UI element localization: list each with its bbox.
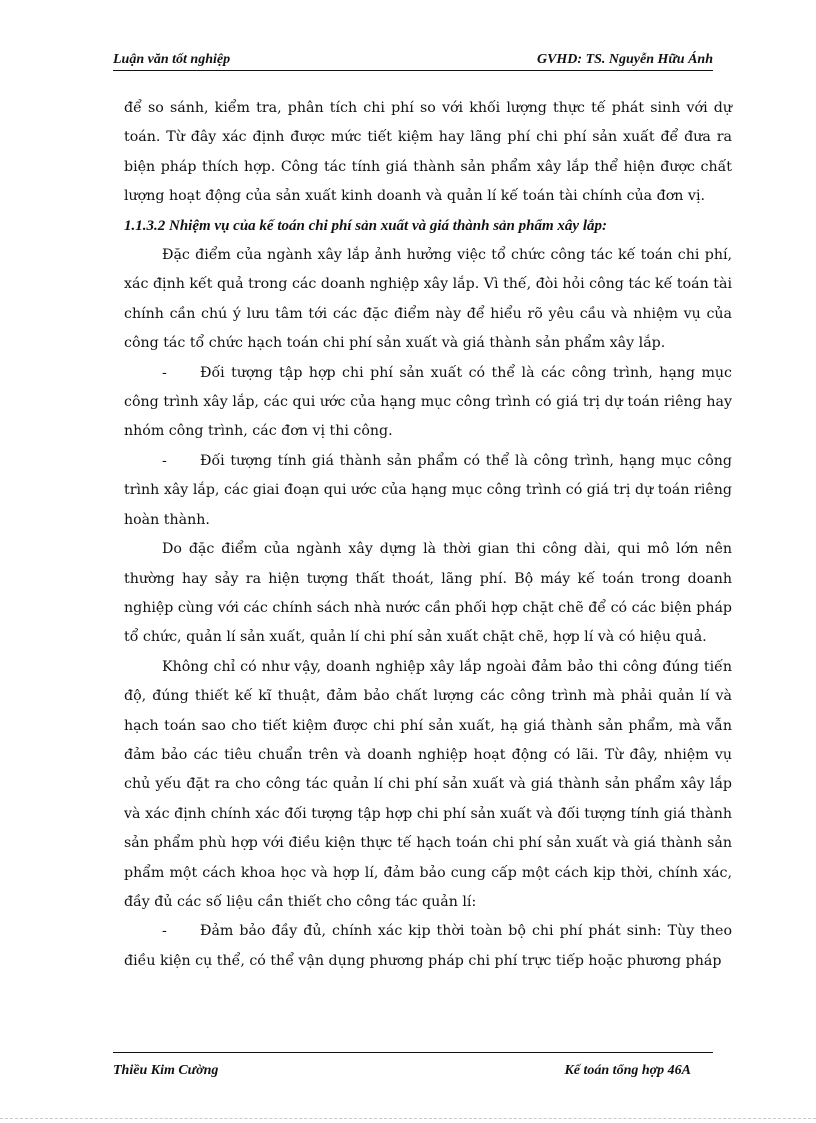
header-thesis-label: Luận văn tốt nghiệp — [113, 52, 231, 67]
paragraph-2: Do đặc điểm của ngành xây dựng là thời gian thi công dài, qui mô lớn nên thường hay sảy ra hiện tượng thất thoát, lãng phí. Bộ máy kế toán trong doanh nghiệp cùng với các chính sách nhà nước cần phối hợp chặt chẽ để có các biện pháp tổ chức, quản lí sản xuất, quản lí chi phí sản xuất chặt chẽ, hợp lí và có hiệu quả. — [124, 541, 732, 646]
header-advisor: GVHD: TS. Nguyễn Hữu Ánh — [536, 52, 713, 67]
section-heading: 1.1.3.2 Nhiệm vụ của kế toán chi phí sản xuất và giá thành sản phẩm xây lắp: — [124, 217, 607, 234]
page-footer — [113, 1059, 713, 1079]
paragraph-3: Không chỉ có như vậy, doanh nghiệp xây lắp ngoài đảm bảo thi công đúng tiến độ, đúng thiết kế kĩ thuật, đảm bảo chất lượng các công trình mà phải quản lí và hạch toán sao cho tiết kiệm được chi phí sản xuất, hạ giá thành sản phẩm, mà vẫn đảm bảo các tiêu chuẩn trên và doanh nghiệp hoạt động có lãi. Từ đây, nhiệm vụ chủ yếu đặt ra cho công tác quản lí chi phí sản xuất và giá thành sản phẩm xây lắp và xác định chính xác đối tượng tập hợp chi phí sản xuất và đối tượng tính giá thành sản phẩm phù hợp với điều kiện thực tế hạch toán chi phí sản xuất và giá thành sản phẩm một cách khoa học và hợp lí, đảm bảo cung cấp một cách kịp thời, chính xác, đầy đủ các số liệu cần thiết cho công tác quản lí: — [124, 658, 732, 910]
bullet-item-1 — [124, 359, 732, 447]
page-edge — [0, 1118, 816, 1119]
footer-author: Thiều Kim Cường — [113, 1063, 219, 1078]
bullet-item-3 — [124, 917, 732, 976]
document-body — [124, 94, 732, 976]
bullet-text-1: Đối tượng tập hợp chi phí sản xuất có thể là các công trình, hạng mục công trình xây lắp, các qui ước của hạng mục công trình có giá trị dự toán riêng hay nhóm công trình, các đơn vị thi công. — [124, 364, 732, 440]
bullet-dash: - — [162, 452, 167, 469]
paragraph-continued: để so sánh, kiểm tra, phân tích chi phí so với khối lượng thực tế phát sinh với dự toán. Từ đây xác định được mức tiết kiệm hay lãng phí chi phí sản xuất để đưa ra biện pháp thích hợp. Công tác tính giá thành sản phẩm xây lắp thể hiện được chất lượng hoạt động của sản xuất kinh doanh và quản lí kế toán tài chính của đơn vị. — [124, 100, 732, 205]
bullet-text-2: Đối tượng tính giá thành sản phẩm có thể là công trình, hạng mục công trình xây lắp, các giai đoạn qui ước của hạng mục công trình có giá trị dự toán riêng hoàn thành. — [124, 452, 732, 528]
page-header — [113, 48, 713, 68]
bullet-text-3: Đảm bảo đầy đủ, chính xác kịp thời toàn bộ chi phí phát sinh: Tùy theo điều kiện cụ thể, có thể vận dụng phương pháp chi phí trực tiếp hoặc phương pháp — [124, 923, 732, 969]
footer-rule — [113, 1052, 713, 1053]
header-rule — [113, 70, 713, 71]
bullet-item-2 — [124, 447, 732, 535]
bullet-dash: - — [162, 364, 167, 381]
footer-class: Kế toán tổng hợp 46A — [564, 1063, 691, 1078]
paragraph-1: Đặc điểm của ngành xây lắp ảnh hưởng việc tổ chức công tác kế toán chi phí, xác định kết quả trong các doanh nghiệp xây lắp. Vì thế, đòi hỏi công tác kế toán tài chính cần chú ý lưu tâm tới các đặc điểm này để hiểu rõ yêu cầu và nhiệm vụ của công tác tổ chức hạch toán chi phí sản xuất và giá thành sản phẩm xây lắp. — [124, 247, 732, 352]
bullet-dash: - — [162, 923, 167, 940]
